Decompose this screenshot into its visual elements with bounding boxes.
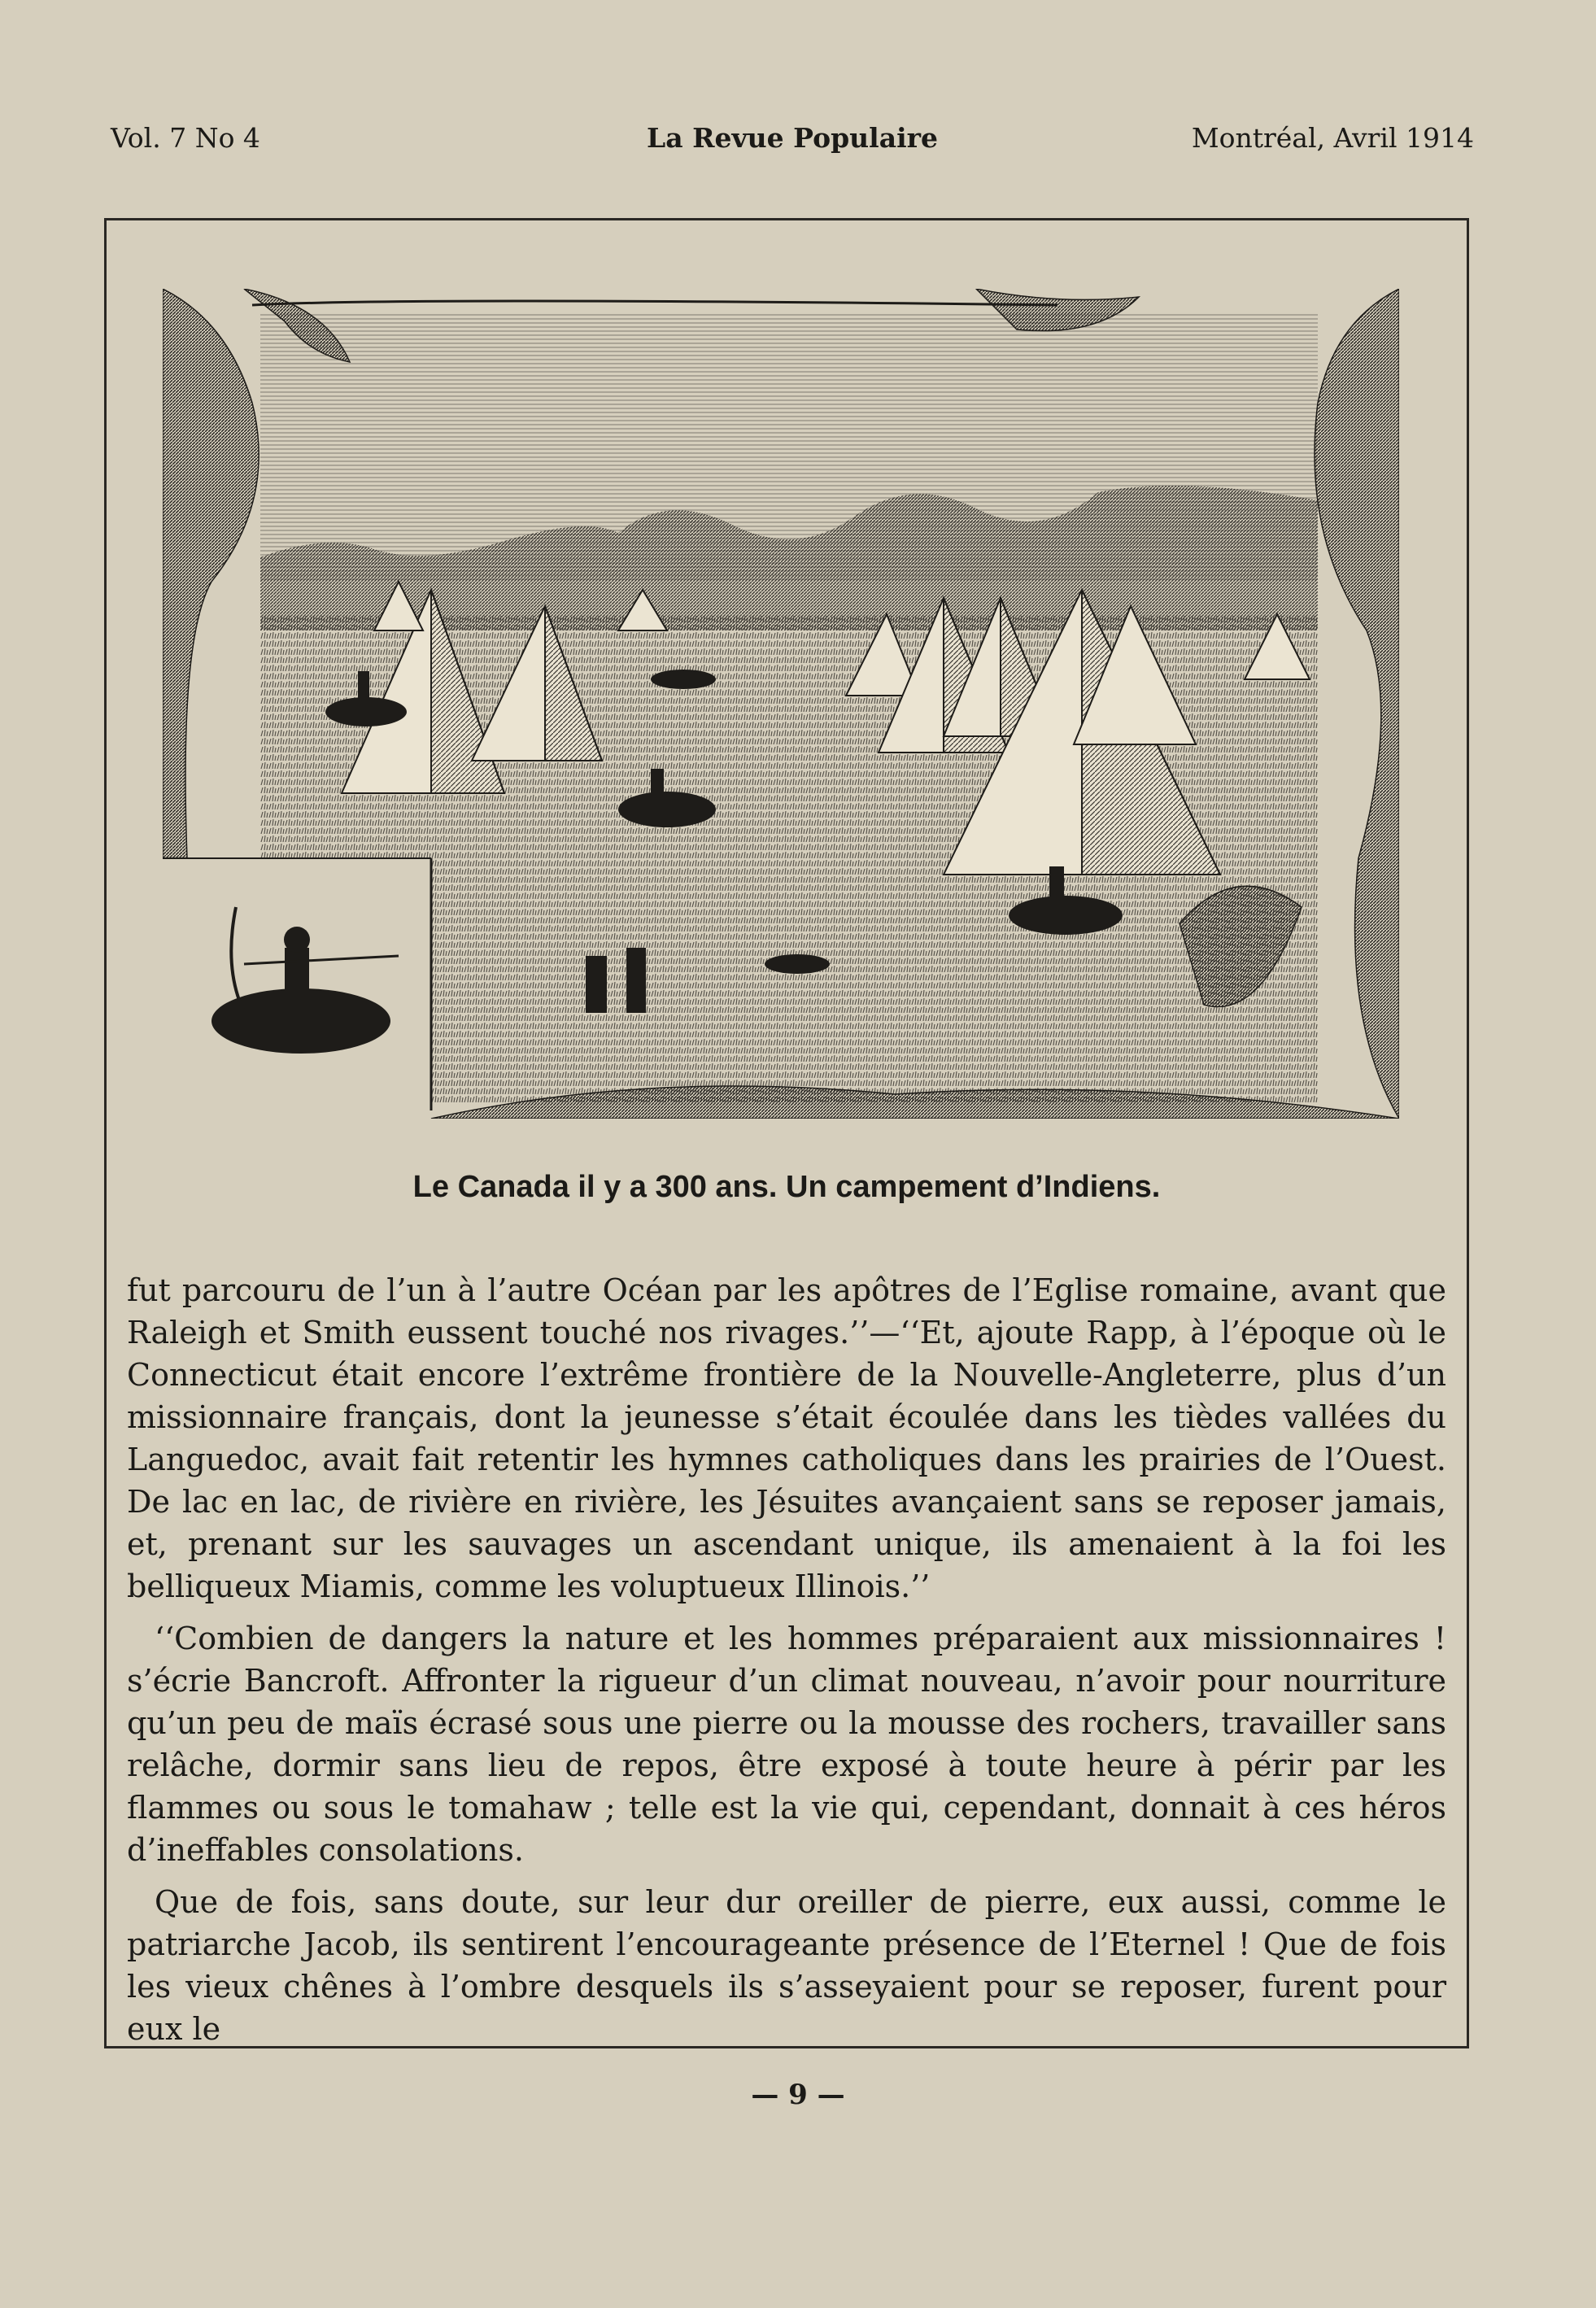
engraving-illustration	[163, 289, 1399, 1119]
journal-title: La Revue Populaire	[647, 122, 938, 154]
paragraph: fut parcouru de l’un à l’autre Océan par les apôtres de l’Eglise romaine, avant que Raleigh et Smith eussent touché nos rivages.’’—‘‘Et, ajoute Rapp, à l’époque où le Connecticut était encore l’extrême frontière de la Nouvelle-Angleterre, plus d’un missionnaire français, dont la jeunesse s’était écoulée dans les tièdes vallées du Languedoc, avait fait retentir les hymnes catholiques dans les prairies de l’Ouest. De lac en lac, de rivière en rivière, les Jésuites avançaient sans se reposer jamais, et, prenant sur les sauvages un ascendant unique, ils amenaient à la foi les belliqueux Miamis, comme les voluptueux Illinois.’’	[127, 1272, 1446, 1604]
running-header	[111, 122, 1474, 171]
paragraph: Que de fois, sans doute, sur leur dur oreiller de pierre, eux aussi, comme le patriarche Jacob, ils sentirent l’encourageante présence de l’Eternel ! Que de fois les vieux chênes à l’ombre desquels ils s’asseyaient pour se reposer, furent pour eux le	[127, 1884, 1446, 2047]
page-number: — 9 —	[751, 2079, 845, 2111]
issue-date: Montréal, Avril 1914	[1191, 122, 1474, 154]
illustration-caption: Le Canada il y a 300 ans. Un campement d’Indiens.	[412, 1170, 1161, 1204]
article-body	[127, 1269, 1446, 2060]
paragraph: ‘‘Combien de dangers la nature et les hommes préparaient aux missionnaires ! s’écrie Bancroft. Affronter la rigueur d’un climat nouveau, n’avoir pour nourriture qu’un peu de maïs écrasé sous une pierre ou la mousse des rochers, travailler sans relâche, dormir sans lieu de repos, être exposé à toute heure à périr par les flammes ou sous le tomahaw ; telle est la vie qui, cependant, donnait à ces héros d’ineffables consolations.	[127, 1621, 1446, 1868]
volume-number: Vol. 7 No 4	[111, 122, 260, 154]
